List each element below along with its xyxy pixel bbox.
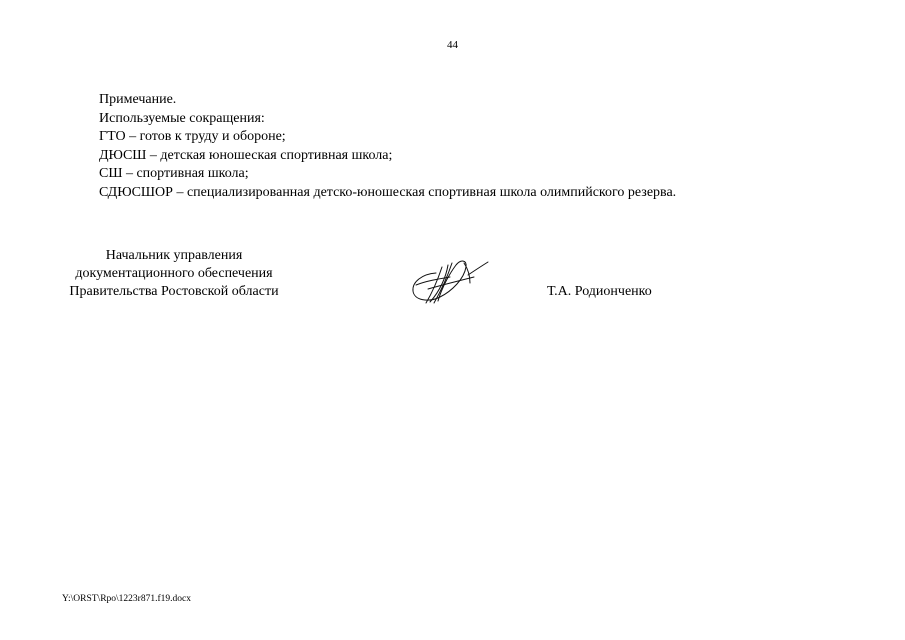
signer-name: Т.А. Родионченко [547,284,652,299]
handwritten-signature [408,255,492,307]
position-line: документационного обеспечения [75,266,273,281]
position-line: Правительства Ростовской области [69,284,279,299]
notes-heading: Примечание. [99,92,177,107]
position-line: Начальник управления [105,248,243,263]
notes-section [99,91,676,202]
notes-intro: Используемые сокращения: [99,110,265,126]
signatory-position [54,247,294,301]
page-number: 44 [447,39,458,51]
abbreviation-item: СШ – спортивная школа; [99,166,249,181]
abbreviation-item: ДЮСШ – детская юношеская спортивная школа; [99,147,393,163]
file-path-footer: Y:\ORST\Rpo\1223r871.f19.docx [62,594,191,604]
abbreviation-item: ГТО – готов к труду и обороне; [99,129,286,144]
abbreviation-item: СДЮСШОР – специализированная детско-юношеская спортивная школа олимпийского резерва. [99,184,677,200]
